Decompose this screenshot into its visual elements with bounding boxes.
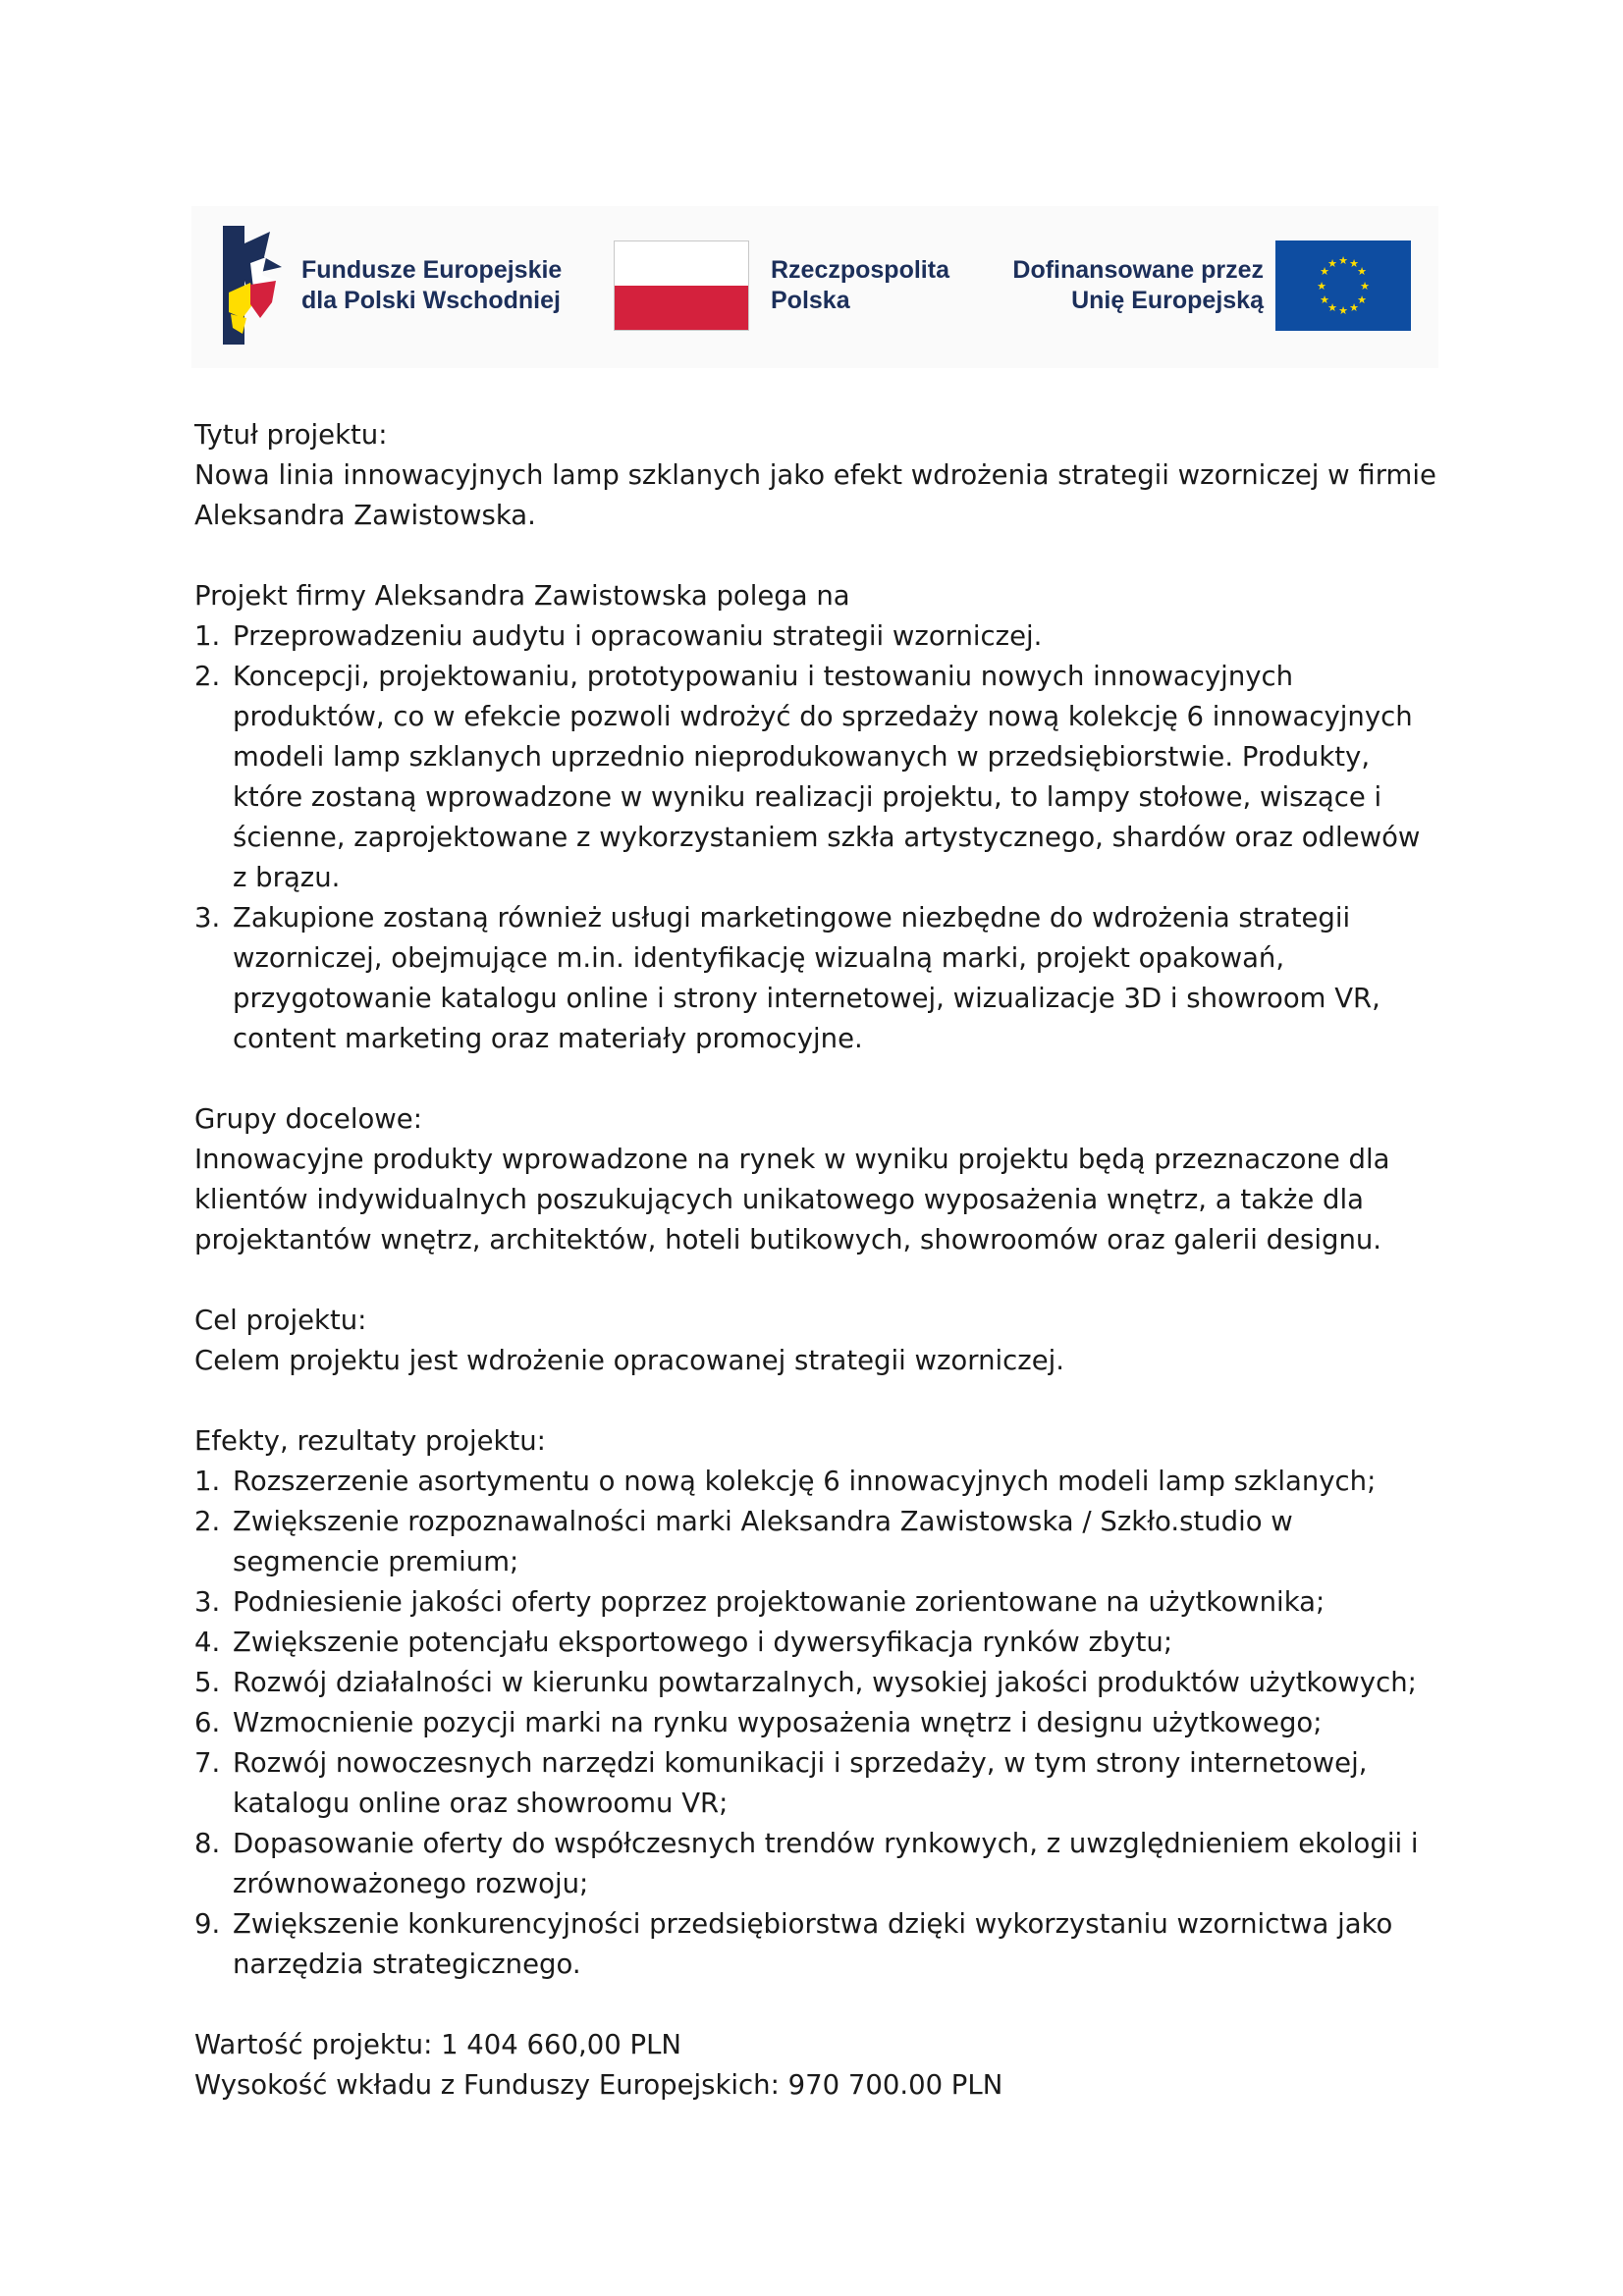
svg-text:★: ★ <box>1357 265 1367 278</box>
project-value: Wartość projektu: 1 404 660,00 PLN <box>194 2029 681 2060</box>
eu-line-1: Dofinansowane przez <box>1012 256 1264 284</box>
eu-contribution: Wysokość wkładu z Funduszy Europejskich: 970 700.00 PLN <box>194 2069 1003 2101</box>
svg-text:★: ★ <box>1327 257 1337 270</box>
goal-label: Cel projektu: <box>194 1305 367 1336</box>
list-item: 2. Koncepcji, projektowaniu, prototypowaniu i testowaniu nowych innowacyjnych produktów, co w efekcie pozwoli wdrożyć do sprzedaży nową kolekcję 6 innowacyjnych modeli lamp szklanych uprzednio nieprodukowanych w przedsiębiorstwie. Produkty, które zostaną wprowadzone w wyniku realizacji projektu, to lampy stołowe, wiszące i ścienne, zaprojektowane z wykorzystaniem szkła artystycznego, shardów oraz odlewów z brązu. <box>194 661 1421 893</box>
logo-bar <box>191 206 1438 368</box>
list-item: 7. Rozwój nowoczesnych narzędzi komunikacji i sprzedaży, w tym strony internetowej, katalogu online oraz showroomu VR; <box>194 1747 1368 1819</box>
project-list <box>194 616 1441 1059</box>
svg-text:★: ★ <box>1360 280 1370 293</box>
list-item: 1. Rozszerzenie asortymentu o nową kolekcję 6 innowacyjnych modeli lamp szklanych; <box>194 1466 1377 1497</box>
eu-line-2: Unię Europejską <box>1071 287 1264 314</box>
results-list <box>194 1462 1441 1985</box>
fundusze-europejskie-logo-icon <box>221 224 284 347</box>
rp-line-1: Rzeczpospolita <box>771 256 949 284</box>
list-item: 1. Przeprowadzeniu audytu i opracowaniu strategii wzorniczej. <box>194 620 1043 652</box>
rzeczpospolita-text <box>771 255 949 316</box>
list-item: 9. Zwiększenie konkurencyjności przedsiębiorstwa dzięki wykorzystaniu wzornictwa jako narzędzia strategicznego. <box>194 1908 1393 1980</box>
polish-flag-icon <box>614 240 749 331</box>
svg-text:★: ★ <box>1349 257 1359 270</box>
svg-text:★: ★ <box>1349 301 1359 314</box>
list-item: 3. Zakupione zostaną również usługi marketingowe niezbędne do wdrożenia strategii wzorniczej, obejmujące m.in. identyfikację wizualną marki, projekt opakowań, przygotowanie katalogu online i strony internetowej, wizualizacje 3D i showroom VR, content marketing oraz materiały promocyjne. <box>194 902 1380 1054</box>
document-body <box>194 415 1441 2106</box>
target-label: Grupy docelowe: <box>194 1103 422 1135</box>
fe-line-1: Fundusze Europejskie <box>301 256 563 284</box>
list-item: 2. Zwiększenie rozpoznawalności marki Aleksandra Zawistowska / Szkło.studio w segmencie premium; <box>194 1506 1293 1577</box>
results-label: Efekty, rezultaty projektu: <box>194 1425 546 1457</box>
list-item: 4. Zwiększenie potencjału eksportowego i dywersyfikacja rynków zbytu; <box>194 1627 1173 1658</box>
svg-text:★: ★ <box>1320 265 1329 278</box>
svg-text:★: ★ <box>1317 280 1326 293</box>
target-text: Innowacyjne produkty wprowadzone na rynek w wyniku projektu będą przeznaczone dla klientów indywidualnych poszukujących unikatowego wyposażenia wnętrz, a także dla projektantów wnętrz, architektów, hoteli butikowych, showroomów oraz galerii designu. <box>194 1144 1390 1255</box>
eu-flag-icon <box>1275 240 1411 331</box>
project-intro: Projekt firmy Aleksandra Zawistowska polega na <box>194 580 850 612</box>
svg-text:★: ★ <box>1327 301 1337 314</box>
list-item: 5. Rozwój działalności w kierunku powtarzalnych, wysokiej jakości produktów użytkowych; <box>194 1667 1417 1698</box>
fe-line-2: dla Polski Wschodniej <box>301 287 561 314</box>
svg-text:★: ★ <box>1320 294 1329 306</box>
list-item: 8. Dopasowanie oferty do współczesnych trendów rynkowych, z uwzględnieniem ekologii i zrównoważonego rozwoju; <box>194 1828 1419 1899</box>
list-item: 3. Podniesienie jakości oferty poprzez projektowanie zorientowane na użytkownika; <box>194 1586 1325 1618</box>
goal-text: Celem projektu jest wdrożenie opracowanej strategii wzorniczej. <box>194 1345 1065 1376</box>
svg-text:★: ★ <box>1357 294 1367 306</box>
title-label: Tytuł projektu: <box>194 419 388 451</box>
fundusze-europejskie-text <box>301 255 562 316</box>
title-text: Nowa linia innowacyjnych lamp szklanych jako efekt wdrożenia strategii wzorniczej w firmie Aleksandra Zawistowska. <box>194 459 1436 531</box>
list-item: 6. Wzmocnienie pozycji marki na rynku wyposażenia wnętrz i designu użytkowego; <box>194 1707 1323 1738</box>
svg-text:★: ★ <box>1338 254 1348 267</box>
eu-funding-text <box>1012 255 1264 316</box>
svg-text:★: ★ <box>1338 304 1348 317</box>
rp-line-2: Polska <box>771 287 850 314</box>
